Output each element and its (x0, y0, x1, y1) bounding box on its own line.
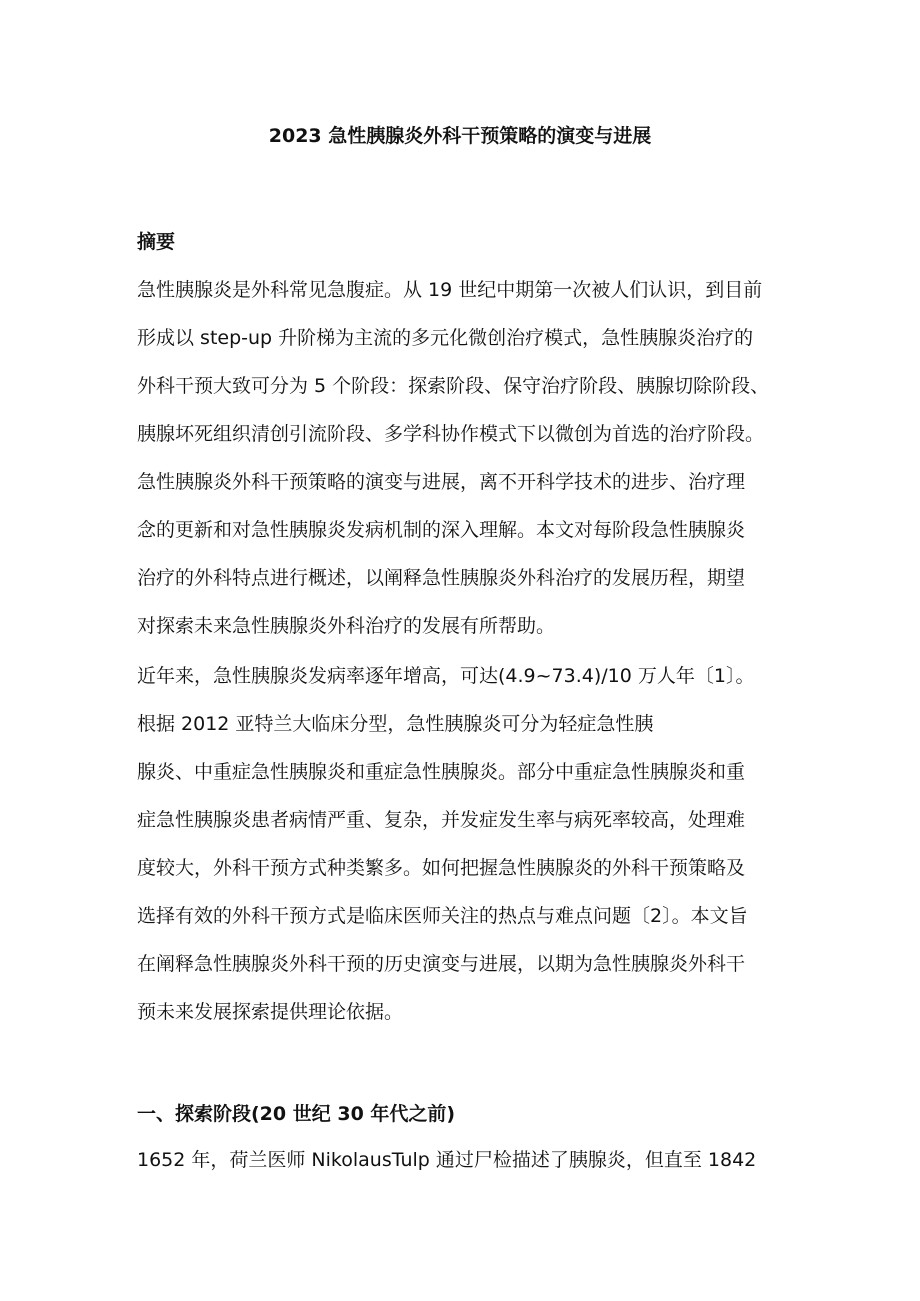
intro-line: 腺炎、中重症急性胰腺炎和重症急性胰腺炎。部分中重症急性胰腺炎和重 (137, 761, 746, 783)
section-1-paragraph (137, 1136, 787, 1184)
intro-line: 在阐释急性胰腺炎外科干预的历史演变与进展，以期为急性胰腺炎外科干 (137, 953, 746, 975)
intro-line: 选择有效的外科干预方式是临床医师关注的热点与难点问题〔2〕。本文旨 (137, 905, 748, 927)
abstract-line: 急性胰腺炎外科干预策略的演变与进展，离不开科学技术的进步、治疗理 (137, 471, 746, 493)
abstract-paragraph (137, 266, 787, 650)
abstract-heading: 摘要 (137, 231, 176, 253)
intro-line: 根据 2012 亚特兰大临床分型，急性胰腺炎可分为轻症急性胰 (137, 713, 654, 735)
abstract-line: 形成以 step-up 升阶梯为主流的多元化微创治疗模式，急性胰腺炎治疗的 (137, 327, 754, 349)
intro-line: 度较大，外科干预方式种类繁多。如何把握急性胰腺炎的外科干预策略及 (137, 857, 746, 879)
abstract-line: 外科干预大致可分为 5 个阶段：探索阶段、保守治疗阶段、胰腺切除阶段、 (137, 375, 770, 397)
intro-paragraph (137, 652, 787, 1036)
abstract-line: 念的更新和对急性胰腺炎发病机制的深入理解。本文对每阶段急性胰腺炎 (137, 519, 746, 541)
section-1-heading: 一、探索阶段(20 世纪 30 年代之前) (137, 1103, 456, 1125)
abstract-line: 急性胰腺炎是外科常见急腹症。从 19 世纪中期第一次被人们认识，到目前 (137, 279, 763, 301)
intro-line: 症急性胰腺炎患者病情严重、复杂，并发症发生率与病死率较高，处理难 (137, 809, 746, 831)
abstract-line: 治疗的外科特点进行概述，以阐释急性胰腺炎外科治疗的发展历程，期望 (137, 567, 746, 589)
section-1-line: 1652 年，荷兰医师 NikolausTulp 通过尸检描述了胰腺炎，但直至 1842 (137, 1149, 757, 1171)
intro-line: 预未来发展探索提供理论依据。 (137, 1001, 404, 1023)
document-title: 2023 急性胰腺炎外科干预策略的演变与进展 (268, 125, 652, 147)
abstract-line: 胰腺坏死组织清创引流阶段、多学科协作模式下以微创为首选的治疗阶段。 (137, 423, 765, 445)
intro-line: 近年来，急性胰腺炎发病率逐年增高，可达(4.9~73.4)/10 万人年〔1〕。 (137, 665, 755, 687)
abstract-line: 对探索未来急性胰腺炎外科治疗的发展有所帮助。 (137, 615, 556, 637)
